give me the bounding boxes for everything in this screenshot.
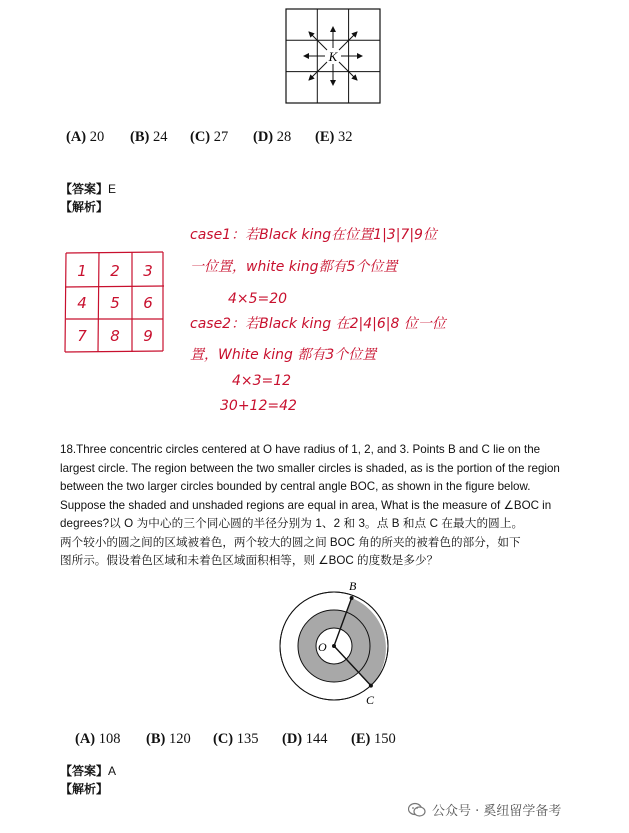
hand-line-5: 置，White king 都有3个位置 xyxy=(190,347,377,363)
q18-choice-a: (A) 108 xyxy=(75,731,121,747)
q18-line-6: 两个较小的圆之间的区域被着色，两个较大的圆之间 BOC 角的所夹的被着色的部分，如下 xyxy=(60,535,521,549)
grid-cell-2: 2 xyxy=(110,262,120,280)
hand-line-7: 30+12=42 xyxy=(220,398,297,414)
q17-choice-e: (E) 32 xyxy=(315,129,353,145)
grid-cell-6: 6 xyxy=(143,294,153,312)
q18-line-1: 18.Three concentric circles centered at O have radius of 1, 2, and 3. Points B and C lie on the xyxy=(60,443,541,456)
grid-cell-1: 1 xyxy=(77,262,87,280)
q18-line-2: largest circle. The region between the two smaller circles is shaded, as is the portion of the region xyxy=(60,461,560,475)
q17-analysis-label: 【解析】 xyxy=(60,200,109,214)
wechat-icon xyxy=(408,802,426,818)
q18-choice-b: (B) 120 xyxy=(146,731,191,747)
watermark-text: 公众号 · 奚纽留学备考 xyxy=(432,804,562,819)
q17-choice-d: (D) 28 xyxy=(253,129,292,145)
q18-line-5: degrees?以 O 为中心的三个同心圆的半径分别为 1、2 和 3。点 B 和点 C 在最大的圆上。 xyxy=(60,517,524,530)
q17-choice-b: (B) 24 xyxy=(130,129,168,145)
grid-cell-9: 9 xyxy=(143,327,153,345)
grid-cell-4: 4 xyxy=(77,294,87,312)
grid-cell-3: 3 xyxy=(143,262,153,280)
king-moves-diagram xyxy=(285,8,381,104)
concentric-circles-figure xyxy=(270,578,420,708)
q17-answer: 【答案】E xyxy=(60,182,117,196)
q18-answer: 【答案】A xyxy=(60,764,117,778)
label-c: C xyxy=(366,693,375,707)
hand-line-3: 4×5=20 xyxy=(228,291,288,307)
q18-line-4: Suppose the shaded and unshaded regions are equal in area, What is the measure of ∠BOC in xyxy=(60,498,552,512)
q18-line-7: 图所示。假设着色区域和未着色区域面积相等，则 ∠BOC 的度数是多少？ xyxy=(60,554,439,567)
grid-cell-5: 5 xyxy=(110,294,120,312)
grid-cell-7: 7 xyxy=(77,327,87,345)
q18-text xyxy=(60,441,560,571)
hand-line-6: 4×3=12 xyxy=(232,373,292,389)
label-b: B xyxy=(349,579,357,593)
q17-choice-a: (A) 20 xyxy=(66,129,105,145)
q17-choice-c: (C) 27 xyxy=(190,129,229,145)
grid-cell-8: 8 xyxy=(110,327,120,345)
q18-choice-c: (C) 135 xyxy=(213,731,259,747)
hand-line-4: case2：若Black king 在2|4|6|8 位一位 xyxy=(190,316,446,332)
label-o: O xyxy=(318,640,327,654)
handwritten-solution xyxy=(60,215,480,420)
hand-line-1: case1：若Black king在位置1|3|7|9位 xyxy=(190,227,437,243)
watermark xyxy=(408,800,561,819)
king-label: K xyxy=(328,49,338,64)
q18-analysis-label: 【解析】 xyxy=(60,782,109,796)
hand-line-2: 一位置，white king都有5个位置 xyxy=(190,259,398,275)
q18-line-3: between the two larger circles bounded by central angle BOC, as shown in the figure below. xyxy=(60,480,531,493)
q18-choice-e: (E) 150 xyxy=(351,731,396,747)
q18-choice-d: (D) 144 xyxy=(282,731,328,747)
